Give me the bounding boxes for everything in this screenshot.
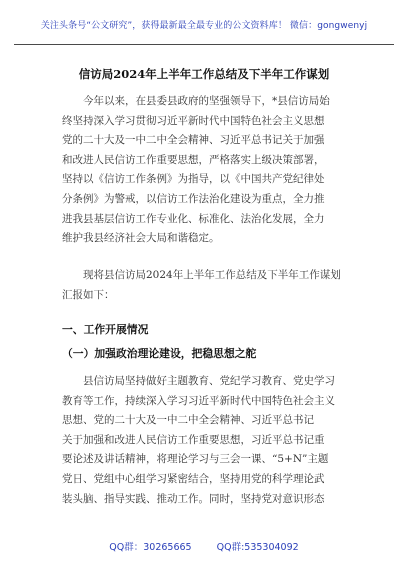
paragraph-line: 思想、党的二十大及一中二中全会精神、习近平总书记 bbox=[62, 414, 314, 427]
header-promo-text: 关注头条号“公文研究”，获得最新最全最专业的公文资料库！ 微信：gongwenyj bbox=[40, 21, 368, 31]
paragraph-line: 进我县基层信访工作专业化、标准化、法治化发展，全力 bbox=[62, 212, 325, 225]
header-divider bbox=[14, 44, 394, 45]
qq-group-1: QQ群：30265665 bbox=[109, 542, 192, 553]
paragraph-line: 汇报如下： bbox=[62, 288, 115, 301]
paragraph-line: 和改进人民信访工作重要思想，严格落实上级决策部署， bbox=[62, 153, 325, 166]
body-paragraph bbox=[62, 372, 342, 509]
paragraph-line: 关于加强和改进人民信访工作重要思想，习近平总书记重 bbox=[62, 433, 325, 446]
report-intro-paragraph bbox=[62, 266, 342, 305]
paragraph-line: 现将县信访局2024年上半年工作总结及下半年工作谋划 bbox=[83, 269, 341, 281]
footer-qq-groups bbox=[0, 539, 408, 553]
paragraph-line: 县信访局坚持做好主题教育、党纪学习教育、党史学习 bbox=[83, 375, 335, 387]
qq-group-2: QQ群:535304092 bbox=[216, 542, 299, 553]
intro-paragraph bbox=[62, 92, 342, 249]
paragraph-line: 要论述及讲话精神，将理论学习与三会一课、“5+N”主题 bbox=[62, 453, 329, 466]
paragraph-line: 终坚持深入学习贯彻习近平新时代中国特色社会主义思想 bbox=[62, 114, 325, 127]
paragraph-line: 分条例》为警戒，以信访工作法治化建设为重点，全力推 bbox=[62, 192, 325, 205]
section-heading: 一、工作开展情况 bbox=[62, 323, 149, 336]
paragraph-line: 坚持以《信访工作条例》为指导，以《中国共产党纪律处 bbox=[62, 173, 325, 186]
paragraph-line: 装头脑、指导实践、推动工作。同时，坚持党对意识形态 bbox=[62, 492, 325, 505]
paragraph-line: 党日、党组中心组学习紧密结合，坚持用党的科学理论武 bbox=[62, 472, 325, 485]
paragraph-line: 今年以来，在县委县政府的坚强领导下，*县信访局始 bbox=[83, 95, 330, 107]
document-title: 信访局2024年上半年工作总结及下半年工作谋划 bbox=[78, 67, 330, 81]
paragraph-line: 教育等工作，持续深入学习习近平新时代中国特色社会主义 bbox=[62, 394, 335, 407]
paragraph-line: 维护我县经济社会大局和谐稳定。 bbox=[62, 232, 220, 245]
subsection-heading: （一）加强政治理论建设，把稳思想之舵 bbox=[62, 347, 257, 360]
paragraph-line: 党的二十大及一中二中全会精神、习近平总书记关于加强 bbox=[62, 134, 325, 147]
